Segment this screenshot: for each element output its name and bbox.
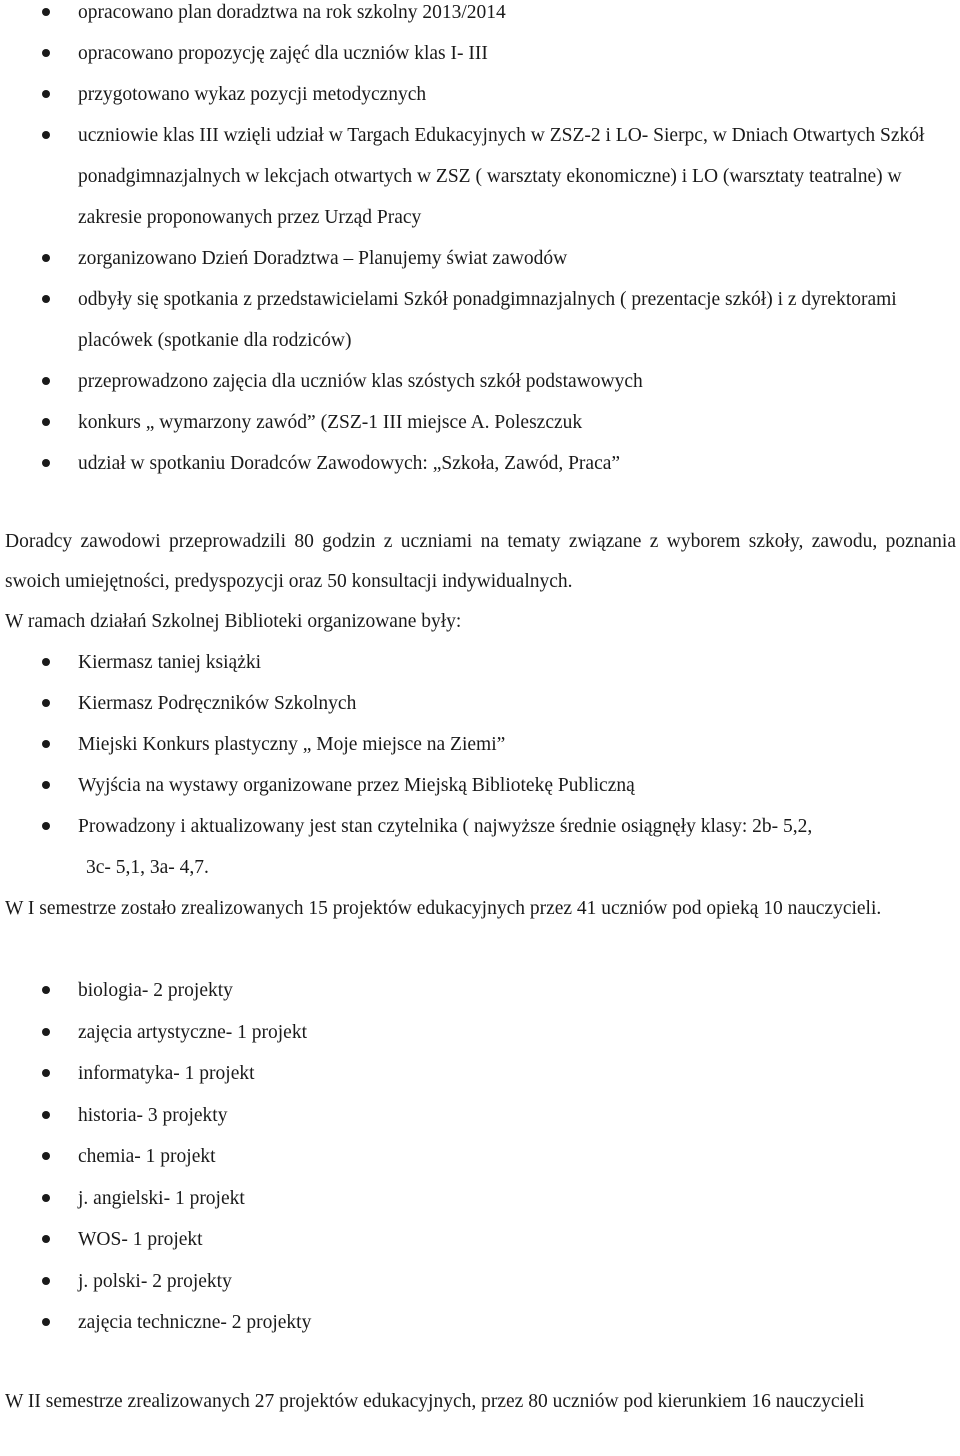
list-item-continuation: 3c- 5,1, 3a- 4,7.: [86, 857, 209, 878]
list-item: biologia- 2 projekty: [0, 970, 960, 1012]
biblioteka-section: [0, 642, 960, 888]
paragraph-semestr1: W I semestrze zostało zrealizowanych 15 projektów edukacyjnych przez 41 uczniów pod opieką 10 nauczycieli.: [5, 898, 882, 919]
list-item: zajęcia artystyczne- 1 projekt: [0, 1012, 960, 1054]
projekty-list: [0, 970, 960, 1344]
paragraph-biblioteka: W ramach działań Szkolnej Biblioteki organizowane były:: [5, 611, 462, 632]
semestr2-section: [0, 1382, 960, 1422]
list-item: historia- 3 projekty: [0, 1095, 960, 1137]
list-item: chemia- 1 projekt: [0, 1136, 960, 1178]
list-item: konkurs „ wymarzony zawód” (ZSZ-1 III miejsce A. Poleszczuk: [0, 402, 960, 443]
semestr1-section: [0, 889, 960, 929]
list-item: przeprowadzono zajęcia dla uczniów klas szóstych szkół podstawowych: [0, 361, 960, 402]
list-item: j. angielski- 1 projekt: [0, 1178, 960, 1220]
list-item: odbyły się spotkania z przedstawicielami Szkół ponadgimnazjalnych ( prezentacje szkół) i z dyrektorami placówek (spotkanie dla rodziców): [0, 279, 960, 361]
list-item: Miejski Konkurs plastyczny „ Moje miejsce na Ziemi”: [0, 724, 960, 765]
doradcy-section: [0, 522, 960, 642]
biblioteka-list: [0, 642, 960, 847]
list-item: opracowano propozycję zajęć dla uczniów klas I- III: [0, 33, 960, 74]
list-item: uczniowie klas III wzięli udział w Targach Edukacyjnych w ZSZ-2 i LO- Sierpc, w Dniach Otwartych Szkół ponadgimnazjalnych w lekcjach otwartych w ZSZ ( warsztaty ekonomiczne) i LO (warsztaty teatralne) w zakresie proponowanych przez Urząd Pracy: [0, 115, 960, 238]
list-item: zorganizowano Dzień Doradztwa – Planujemy świat zawodów: [0, 238, 960, 279]
list-item: Wyjścia na wystawy organizowane przez Miejską Bibliotekę Publiczną: [0, 765, 960, 806]
paragraph-doradcy: Doradcy zawodowi przeprowadzili 80 godzin z uczniami na tematy związane z wyborem szkoły, zawodu, poznania swoich umiejętności, predyspozycji oraz 50 konsultacji indywidualnych.: [5, 531, 956, 592]
list-item: Prowadzony i aktualizowany jest stan czytelnika ( najwyższe średnie osiągnęły klasy: 2b- 5,2,: [0, 806, 960, 847]
list-item: Kiermasz Podręczników Szkolnych: [0, 683, 960, 724]
doradztwo-list: [0, 0, 960, 484]
list-item: j. polski- 2 projekty: [0, 1261, 960, 1303]
doradztwo-section: [0, 0, 960, 484]
list-item: WOS- 1 projekt: [0, 1219, 960, 1261]
list-item: Kiermasz taniej książki: [0, 642, 960, 683]
list-item: przygotowano wykaz pozycji metodycznych: [0, 74, 960, 115]
paragraph-semestr2: W II semestrze zrealizowanych 27 projektów edukacyjnych, przez 80 uczniów pod kierunkiem 16 nauczycieli: [5, 1391, 865, 1412]
list-item: opracowano plan doradztwa na rok szkolny 2013/2014: [0, 0, 960, 33]
projekty-section: [0, 970, 960, 1344]
list-item: zajęcia techniczne- 2 projekty: [0, 1302, 960, 1344]
list-item: udział w spotkaniu Doradców Zawodowych: „Szkoła, Zawód, Praca”: [0, 443, 960, 484]
list-item: informatyka- 1 projekt: [0, 1053, 960, 1095]
